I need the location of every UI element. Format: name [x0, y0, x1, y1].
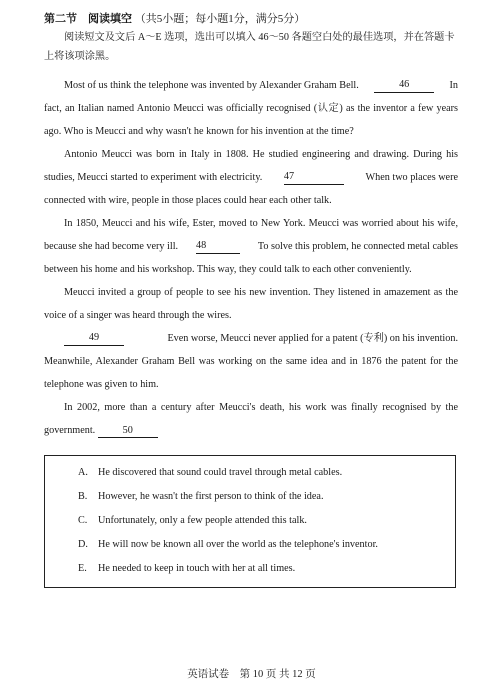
option-b [78, 491, 324, 502]
options-box [44, 455, 456, 588]
option-text: He will now be known all over the world as the telephone's inventor. [98, 539, 378, 550]
passage-text: When two places were [365, 172, 458, 183]
passage-line: In 2002, more than a century after Meucci's death, his work was finally recognised by the [64, 402, 458, 413]
passage-line [64, 79, 458, 93]
passage-text: To solve this problem, he connected metal cables [257, 241, 458, 252]
instructions-line-2: 上将该项涂黑。 [44, 51, 116, 62]
passage-line [64, 332, 458, 346]
option-d [78, 539, 378, 550]
passage-text: Even worse, Meucci never applied for a patent (专利) on his invention. [167, 333, 458, 344]
passage-line: Antonio Meucci was born in Italy in 1808. He studied engineering and drawing. During his [64, 149, 458, 160]
passage-text: Most of us think the telephone was invented by Alexander Graham Bell. [64, 80, 359, 91]
blank-47: 47 [284, 171, 344, 185]
passage-line: between his home and his workshop. This way, they could talk to each other conveniently. [44, 264, 412, 275]
passage-text: studies, Meucci started to experiment with electricity. [44, 172, 263, 183]
option-text: Unfortunately, only a few people attended this talk. [98, 515, 307, 526]
blank-48: 48 [196, 240, 240, 254]
passage-line: In 1850, Meucci and his wife, Ester, moved to New York. Meucci was worried about his wife, [64, 218, 458, 229]
section-heading [44, 10, 305, 26]
option-letter: D. [78, 539, 88, 550]
option-letter: A. [78, 467, 88, 478]
option-letter: C. [78, 515, 88, 526]
blank-49: 49 [64, 332, 124, 346]
passage-line: telephone was given to him. [44, 379, 159, 390]
passage-line [44, 171, 458, 185]
passage-line [44, 424, 158, 438]
passage-line: Meanwhile, Alexander Graham Bell was working on the same idea and in 1876 the patent for the [44, 356, 458, 367]
page-footer: 英语试卷 第 10 页 共 12 页 [187, 669, 316, 680]
passage-line [44, 240, 458, 254]
passage-line: ago. Who is Meucci and why wasn't he known for his invention at the time? [44, 126, 354, 137]
passage-line: Meucci invited a group of people to see his new invention. They listened in amazement as the [64, 287, 458, 298]
option-e [78, 563, 295, 574]
option-text: He discovered that sound could travel through metal cables. [98, 467, 343, 478]
passage-line: voice of a singer was heard through the wires. [44, 310, 232, 321]
option-text: However, he wasn't the first person to think of the idea. [98, 491, 324, 502]
passage-line: connected with wire, people in those places could hear each other talk. [44, 195, 332, 206]
option-a [78, 467, 342, 478]
blank-46: 46 [374, 79, 434, 93]
section-note: （共5小题；每小题1分，满分5分） [134, 13, 306, 25]
option-c [78, 515, 307, 526]
passage-text: because she had become very ill. [44, 241, 179, 252]
option-text: He needed to keep in touch with her at all times. [98, 563, 296, 574]
instructions-line-1: 阅读短文及文后 A～E 选项，选出可以填入 46～50 各题空白处的最佳选项，并在答题卡 [64, 32, 455, 43]
passage-line: fact, an Italian named Antonio Meucci was officially recognised (认定) as the inventor a few years [44, 103, 458, 114]
option-letter: E. [78, 563, 87, 574]
passage-text: government. [44, 425, 96, 436]
passage-text: In [449, 80, 458, 91]
option-letter: B. [78, 491, 88, 502]
blank-50: 50 [98, 425, 158, 438]
section-title: 第二节 阅读填空 [44, 13, 132, 25]
